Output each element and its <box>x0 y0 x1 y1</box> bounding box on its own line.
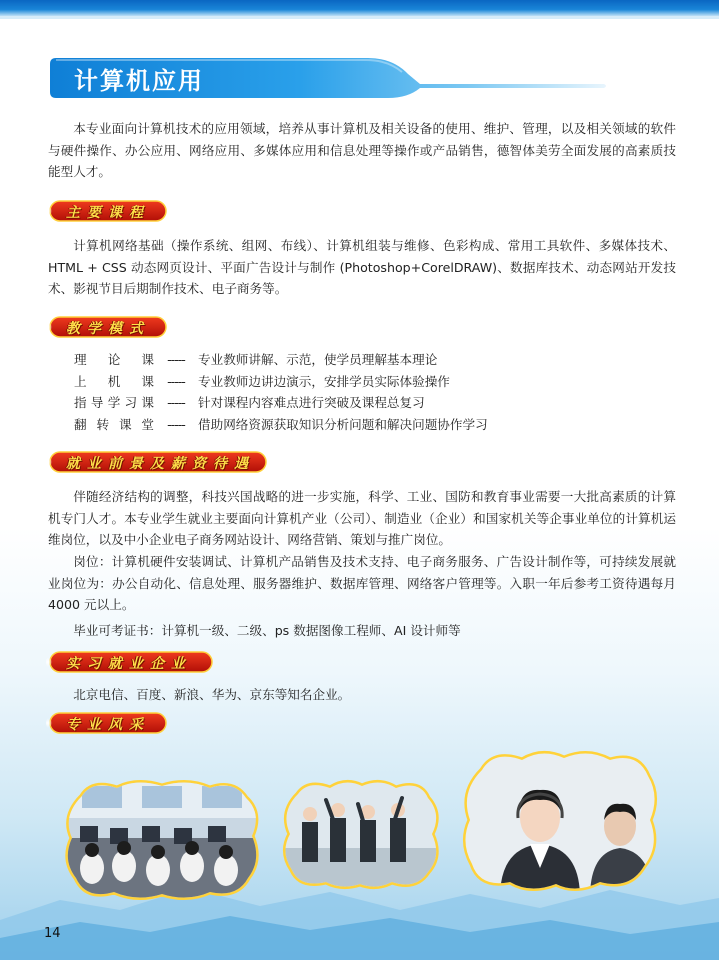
mode-label: 翻转课堂 <box>74 416 154 432</box>
mode-description: 针对课程内容难点进行突破及课程总复习 <box>198 395 425 411</box>
mode-label: 指导学习课 <box>74 395 154 411</box>
teaching-mode-item <box>74 371 674 393</box>
section-heading-teaching: 教学模式 <box>66 321 150 337</box>
mode-label: 理论课 <box>74 352 154 367</box>
section-tag-internship <box>44 649 214 675</box>
mode-description: 专业教师讲解、示范，使学员理解基本理论 <box>198 352 438 367</box>
section-tag-career <box>44 449 268 475</box>
career-certificates: 毕业可考证书：计算机一级、二级、ps 数据图像工程师、AI 设计师等 <box>73 623 461 638</box>
teaching-mode-item <box>74 414 674 436</box>
section-heading-internship: 实习就业企业 <box>66 656 192 672</box>
section-tag-courses <box>44 198 168 224</box>
teaching-mode-item <box>74 349 674 371</box>
mode-dash: ----- <box>167 373 185 389</box>
title-banner <box>48 56 608 98</box>
section-heading-gallery: 专业风采 <box>66 717 150 733</box>
mode-dash: ----- <box>167 395 185 411</box>
top-border <box>0 0 719 16</box>
intro-paragraph: 本专业面向计算机技术的应用领域，培养从事计算机及相关设备的使用、维护、管理，以及相关领域的软件与硬件操作、办公应用、网络应用、多媒体应用和信息处理等操作或产品销售，德智体美劳全面发展的高素质技能型人才。 <box>48 121 676 179</box>
classroom-photo <box>62 778 262 902</box>
section-tag-teaching <box>44 314 168 340</box>
teaching-mode-list <box>74 349 674 435</box>
career-paragraph-2: 岗位：计算机硬件安装调试、计算机产品销售及技术支持、电子商务服务、广告设计制作等，可持续发展就业岗位为：办公自动化、信息处理、服务器维护、数据库管理、网络客户管理等。入职一年后参考工资待遇每月 4000 元以上。 <box>48 554 676 612</box>
team-photo <box>280 778 442 890</box>
courses-paragraph: 计算机网络基础（操作系统、组网、布线）、计算机组装与维修、色彩构成、常用工具软件、多媒体技术、HTML + CSS 动态网页设计、平面广告设计与制作 (Photoshop+CorelDRAW)、数据库技术、动态网站开发技术、影视节目后期制作技术、电子商务等。 <box>48 238 676 296</box>
page-number: 14 <box>44 926 61 941</box>
call-center-photo <box>460 748 660 898</box>
section-heading-career: 就业前景及薪资待遇 <box>66 456 255 472</box>
section-tag-gallery <box>44 710 168 736</box>
teaching-mode-item <box>74 392 674 414</box>
mode-label: 上机课 <box>74 373 154 389</box>
mode-description: 借助网络资源获取知识分析问题和解决问题协作学习 <box>198 416 488 432</box>
internship-paragraph: 北京电信、百度、新浪、华为、京东等知名企业。 <box>73 687 351 702</box>
section-heading-courses: 主要课程 <box>66 205 150 221</box>
mode-description: 专业教师边讲边演示，安排学员实际体验操作 <box>198 373 450 389</box>
page-title: 计算机应用 <box>74 67 204 95</box>
mode-dash: ----- <box>167 352 185 367</box>
mode-dash: ----- <box>167 416 185 432</box>
career-paragraph-1: 伴随经济结构的调整，科技兴国战略的进一步实施，科学、工业、国防和教育事业需要一大批高素质的计算机专门人才。本专业学生就业主要面向计算机产业（公司）、制造业（企业）和国家机关等企事业单位的计算机运维岗位，以及中小企业电子商务网站设计、网络营销、策划与推广岗位。 <box>48 489 676 547</box>
